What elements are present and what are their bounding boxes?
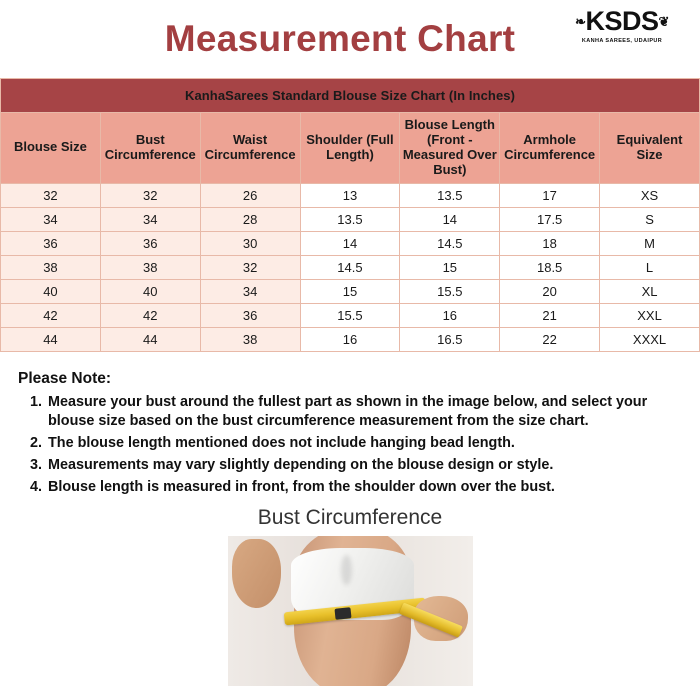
logo-wordmark	[562, 8, 682, 35]
cell-bust: 36	[100, 231, 200, 255]
cell-blouse-size: 34	[1, 207, 101, 231]
cell-armhole: 18.5	[500, 255, 600, 279]
cell-blouse-length: 13.5	[400, 183, 500, 207]
cell-equivalent-size: XXXL	[600, 327, 700, 351]
notes-list	[18, 393, 682, 498]
column-header-bust: Bust Circumference	[100, 113, 200, 184]
cell-equivalent-size: M	[600, 231, 700, 255]
cell-waist: 38	[200, 327, 300, 351]
cell-waist: 28	[200, 207, 300, 231]
cell-armhole: 17	[500, 183, 600, 207]
arm-shape	[232, 539, 281, 608]
tape-marker	[335, 607, 352, 620]
cell-blouse-length: 16	[400, 303, 500, 327]
cell-shoulder: 13	[300, 183, 400, 207]
column-header-armhole: Armhole Circumference	[500, 113, 600, 184]
cell-shoulder: 15.5	[300, 303, 400, 327]
logo-text: KSDS	[585, 6, 659, 36]
table-row	[1, 303, 700, 327]
cell-waist: 34	[200, 279, 300, 303]
cell-armhole: 22	[500, 327, 600, 351]
cell-armhole: 20	[500, 279, 600, 303]
table-header-row	[1, 113, 700, 184]
cell-blouse-length: 15.5	[400, 279, 500, 303]
figure-caption: Bust Circumference	[257, 505, 443, 529]
flourish-left-icon: ❧	[575, 14, 586, 29]
brand-logo	[562, 8, 682, 44]
cell-equivalent-size: XL	[600, 279, 700, 303]
cell-waist: 26	[200, 183, 300, 207]
table-body	[1, 183, 700, 351]
page-title: Measurement Chart	[164, 18, 516, 59]
cell-armhole: 21	[500, 303, 600, 327]
cell-blouse-size: 40	[1, 279, 101, 303]
list-item: 4. Blouse length is measured in front, from the shoulder down over the bust.	[46, 478, 682, 497]
cell-waist: 36	[200, 303, 300, 327]
garment-shadow	[341, 555, 352, 585]
table-row	[1, 279, 700, 303]
size-chart-table	[0, 78, 700, 352]
cell-blouse-length: 14.5	[400, 231, 500, 255]
cell-armhole: 18	[500, 231, 600, 255]
table-row	[1, 327, 700, 351]
page-header	[0, 0, 700, 78]
notes-section	[0, 352, 700, 498]
cell-bust: 42	[100, 303, 200, 327]
notes-title: Please Note:	[18, 369, 112, 387]
cell-blouse-size: 42	[1, 303, 101, 327]
column-header-waist: Waist Circumference	[200, 113, 300, 184]
cell-bust: 38	[100, 255, 200, 279]
cell-equivalent-size: S	[600, 207, 700, 231]
cell-armhole: 17.5	[500, 207, 600, 231]
list-item: 1. Measure your bust around the fullest part as shown in the image below, and select your blouse size based on the bust circumference measurement from the size chart.	[46, 393, 682, 431]
cell-equivalent-size: L	[600, 255, 700, 279]
cell-shoulder: 13.5	[300, 207, 400, 231]
cell-waist: 30	[200, 231, 300, 255]
column-header-blouse-length: Blouse Length (Front - Measured Over Bust)	[400, 113, 500, 184]
table-caption: KanhaSarees Standard Blouse Size Chart (In Inches)	[1, 79, 700, 113]
cell-blouse-length: 14	[400, 207, 500, 231]
cell-bust: 34	[100, 207, 200, 231]
cell-equivalent-size: XS	[600, 183, 700, 207]
cell-equivalent-size: XXL	[600, 303, 700, 327]
figure-section	[0, 506, 700, 686]
table-row	[1, 231, 700, 255]
table-row	[1, 255, 700, 279]
cell-shoulder: 16	[300, 327, 400, 351]
logo-subtext: KANHA SAREES, UDAIPUR	[581, 38, 663, 44]
cell-blouse-size: 32	[1, 183, 101, 207]
column-header-equivalent-size: Equivalent Size	[600, 113, 700, 184]
cell-bust: 32	[100, 183, 200, 207]
table-row	[1, 207, 700, 231]
cell-shoulder: 14.5	[300, 255, 400, 279]
cell-blouse-size: 44	[1, 327, 101, 351]
cell-bust: 40	[100, 279, 200, 303]
cell-blouse-size: 38	[1, 255, 101, 279]
cell-bust: 44	[100, 327, 200, 351]
column-header-blouse-size: Blouse Size	[1, 113, 101, 184]
cell-blouse-length: 15	[400, 255, 500, 279]
bust-measurement-photo	[228, 536, 473, 686]
cell-waist: 32	[200, 255, 300, 279]
list-item: 3. Measurements may vary slightly depending on the blouse design or style.	[46, 456, 682, 475]
cell-blouse-size: 36	[1, 231, 101, 255]
flourish-right-icon: ❦	[658, 14, 669, 29]
table-caption-row	[1, 79, 700, 113]
list-item: 2. The blouse length mentioned does not include hanging bead length.	[46, 434, 682, 453]
column-header-shoulder: Shoulder (Full Length)	[300, 113, 400, 184]
cell-blouse-length: 16.5	[400, 327, 500, 351]
cell-shoulder: 14	[300, 231, 400, 255]
cell-shoulder: 15	[300, 279, 400, 303]
table-row	[1, 183, 700, 207]
